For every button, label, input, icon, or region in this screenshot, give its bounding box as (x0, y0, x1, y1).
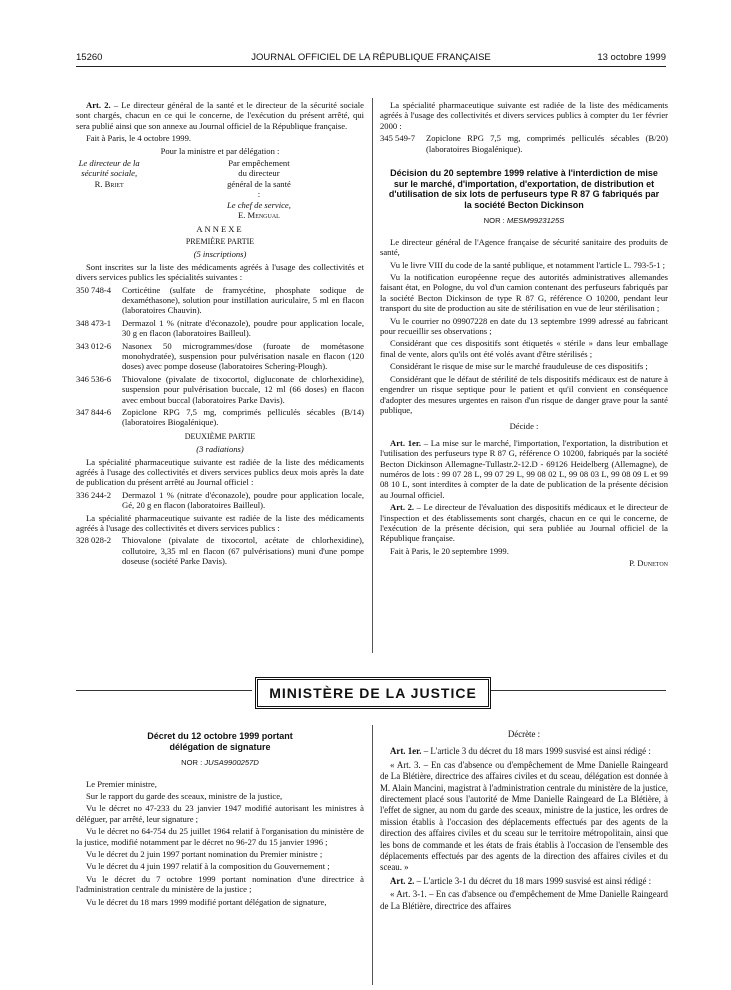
annexe-heading: ANNEXE (196, 224, 244, 235)
page-header (76, 52, 666, 66)
fait-a-paris: Fait à Paris, le 4 octobre 1999. (86, 133, 192, 144)
article-1-paragraph: Art. 1er. – La mise sur le marché, l'importation, l'exportation, la distribution et l'utilisation des perfuseurs type R 87 G, référence O 10200, fabriqués par la société Becton Dickinson Allemagne-Tullastr.2-12.D - 69126 Heidelberg (Allemagne), de numéros de lots : 99 07 28 L, 99 07 29 L, 99 08 02 L, 99 08 03 L, 99 08 09 L et 99 08 10 L, sont interdites à compter de la date de publication de la présente décision au Journal officiel. (380, 437, 668, 500)
paragraph: Vu le décret du 7 octobre 1999 portant nomination d'une directrice à l'administration centrale du ministère de la justice ; (76, 873, 364, 895)
part-2-intro-1: La spécialité pharmaceutique suivante est radiée de la liste des médicaments agréés à l'usage des collectivités et divers services publics deux mois après la date de publication du présent arrêté au Journal officiel : (76, 456, 364, 488)
paragraph: Vu le livre VIII du code de la santé publique, et notamment l'article L. 793-5-1 ; (390, 259, 666, 270)
paragraph: Vu le décret du 18 mars 1999 modifié portant délégation de signature, (86, 896, 327, 907)
signatory-left-name: R. Briet (94, 178, 124, 189)
radiation-intro: La spécialité pharmaceutique suivante est radiée de la liste des médicaments agréés à l'usage des collectivités et divers services publics à compter du 1er février 2000 : (380, 100, 668, 131)
header-rule (76, 66, 666, 67)
list-item: 345 549-7 Zopiclone RPG 7,5 mg, comprimés pelliculés sécables (B/20) (laboratoires Biogalénique). (380, 133, 668, 154)
signatory-left-title: Le directeur de la sécurité sociale, (78, 158, 140, 179)
part-2-heading: DEUXIÈME PARTIE (184, 431, 256, 441)
paragraph: Le Premier ministre, (86, 778, 157, 789)
quote-article-3-1: « Art. 3-1. – En cas d'absence ou d'empêchement de Mme Danielle Raingeard de La Blétière, directrice des affaires (380, 889, 668, 911)
paragraph: Vu le courrier no 09907228 en date du 13 septembre 1999 adressé au fabricant pour recueillir ses observations ; (380, 315, 668, 337)
paragraph: Considérant que ces dispositifs sont étiquetés « stérile » dans leur emballage final de vente, alors qu'ils ont été volés avant d'être stérilisés ; (380, 338, 668, 359)
decide-heading: Décide : (509, 421, 539, 432)
article-2-paragraph: Art. 2. – Le directeur de l'évaluation des dispositifs médicaux et le directeur de l'inspection et des établissements sont chargés, chacun en ce qui le concerne, de l'exécution de la présente décision, qui sera publiée au Journal officiel de la République française. (380, 502, 669, 544)
paragraph: Vu le décret du 2 juin 1997 portant nomination du Premier ministre ; (86, 849, 323, 860)
ministry-heading: MINISTÈRE DE LA JUSTICE (255, 677, 491, 709)
paragraph: Vu le décret no 47-233 du 23 janvier 1947 modifié autorisant les ministres à déléguer, par arrêté, leur signature ; (76, 803, 364, 824)
decision-title: Décision du 20 septembre 1999 relative à l'interdiction de mise sur le marché, d'importation, d'exportation, de distribution et d'utilisation de six lots de perfuseurs type R 87 G fabriqués par la société Becton Dickinson (388, 168, 660, 210)
signatory-right-title: Par empêchement du directeur général de la santé : (227, 158, 291, 200)
column-separator-top (372, 98, 373, 653)
right-column-bottom (380, 727, 668, 914)
column-separator-bottom (372, 725, 373, 985)
paragraph: Considérant le risque de mise sur le marché frauduleuse de ces dispositifs ; (390, 361, 648, 372)
ministry-rule-left (76, 690, 252, 691)
part-2-count: (3 radiations) (196, 444, 244, 455)
list-item: 336 244-2 Dermazol 1 % (nitrate d'éconazole), poudre pour application locale, Gé, 20 g en flacon (laboratoires Bailleul). (76, 489, 364, 511)
part-2-intro-2: La spécialité pharmaceutique suivante est radiée de la liste des médicaments agréés à l'usage des collectivités et divers services publics : (76, 512, 364, 534)
quote-article-3: « Art. 3. – En cas d'absence ou d'empêchement de Mme Danielle Raingeard de La Blétière, directrice des affaires civiles et du sceau, délégation est donnée à M. Alain Mancini, magistrat à l'administration centrale du ministère de la justice, directement placé sous l'autorité de Mme Danielle Raingeard de La Blétière, à l'effet de signer, au nom du garde des sceaux, ministre de la justice, les ordres de mission établis à l'occasion des déplacements effectués par des agents de la direction des affaires civiles et du sceau sur le territoire métropolitain, ainsi que les bons de commande et les états de frais établis à l'occasion de l'ensemble des déplacements effectués par des agents de la direction des affaires civiles et du sceau. » (380, 759, 668, 873)
right-column-top (380, 100, 668, 571)
decree-title: Décret du 12 octobre 1999 portant délégation de signature (147, 731, 293, 752)
list-item: 343 012-6 Nasonex 50 microgrammes/dose (furoate de mométasone monohydratée), suspension pour pulvérisation nasale en flacon (120 doses) avec pompe doseuse (laboratoires Schering-Plough). (76, 340, 364, 372)
list-item: 350 748-4 Corticétine (sulfate de framycétine, phosphate sodique de dexaméthasone), solution pour instillation auriculaire, 5 ml en flacon (laboratoires Chauvin). (76, 284, 364, 316)
paragraph: Le directeur général de l'Agence française de sécurité sanitaire des produits de santé, (380, 236, 668, 258)
decrete-heading: Décrète : (507, 729, 541, 739)
issue-date: 13 octobre 1999 (597, 52, 666, 63)
paragraph: Vu le décret du 4 juin 1997 relatif à la composition du Gouvernement ; (86, 861, 330, 872)
paragraph: Vu le décret no 64-754 du 25 juillet 1964 relatif à l'organisation du ministère de la justice, modifié notamment par le décret no 96-27 du 15 janvier 1996 ; (76, 826, 364, 847)
nor-reference: NOR : MESM9923125S (483, 216, 565, 226)
article-2-paragraph: Art. 2. – L'article 3-1 du décret du 18 mars 1999 susvisé est ainsi rédigé : (390, 875, 652, 886)
part-1-intro: Sont inscrites sur la liste des médicaments agréés à l'usage des collectivités et divers services publics les spécialités suivantes : (76, 261, 364, 283)
part-1-heading: PREMIÈRE PARTIE (185, 236, 255, 246)
signatory-right-name: E. Mengual (238, 210, 280, 221)
ministry-rule-right (491, 690, 666, 691)
nor-reference: NOR : JUSA9900257D (181, 758, 259, 768)
delegation-line: Pour la ministre et par délégation : (160, 145, 280, 156)
article-1-paragraph: Art. 1er. – L'article 3 du décret du 18 mars 1999 susvisé est ainsi rédigé : (390, 746, 651, 757)
left-column-top (76, 100, 364, 569)
article-2-paragraph: Art. 2. – Le directeur général de la santé et le directeur de la sécurité sociale sont chargés, chacun en ce qui le concerne, de l'exécution du présent arrêté, qui sera publié ainsi que son annexe au Journal officiel de la République française. (76, 100, 364, 131)
paragraph: Considérant que le défaut de stérilité de tels dispositifs médicaux est de nature à engendrer un risque septique pour le patient et qu'il convient en conséquence d'adopter des mesures urgentes en raison d'un risque de danger grave pour la santé publique, (380, 373, 668, 415)
signatory-name: P. Duneton (629, 558, 668, 569)
paragraph: Vu la notification européenne reçue des autorités administratives allemandes faisant état, en Pologne, du vol d'un camion contenant des perfuseurs fabriqués par la société Becton Dickinson de type R 87 G, référence O 10200, pendant leur transport du site de production au site de stérilisation en vue de leur stérilisation ; (380, 272, 668, 314)
list-item: 347 844-6 Zopiclone RPG 7,5 mg, comprimés pelliculés sécables (B/14) (laboratoires Biogalénique). (76, 406, 364, 428)
left-column-bottom (76, 727, 364, 909)
page-number: 15260 (76, 52, 103, 63)
journal-title: JOURNAL OFFICIEL DE LA RÉPUBLIQUE FRANÇAISE (251, 52, 491, 63)
part-1-count: (5 inscriptions) (193, 249, 247, 260)
signature-block (76, 158, 364, 220)
paragraph: Sur le rapport du garde des sceaux, ministre de la justice, (86, 791, 283, 801)
signatory-right-subtitle: Le chef de service, (226, 199, 291, 210)
list-item: 348 473-1 Dermazol 1 % (nitrate d'éconazole), poudre pour application locale, 30 g en flacon (laboratoires Bailleul). (76, 317, 364, 339)
list-item: 328 028-2 Thiovalone (pivalate de tixocortol, acétate de chlorhexidine), collutoire, 3,35 ml en flacon (67 pulvérisations) muni d'une pompe doseuse (société Parke Davis). (76, 535, 364, 567)
list-item: 346 536-6 Thiovalone (pivalate de tixocortol, digluconate de chlorhexidine), suspension pour pulvérisation buccale, 12 ml (66 doses) en flacon avec embout buccal (laboratoires Parke Davis). (76, 373, 364, 405)
fait-a-paris: Fait à Paris, le 20 septembre 1999. (390, 545, 509, 556)
